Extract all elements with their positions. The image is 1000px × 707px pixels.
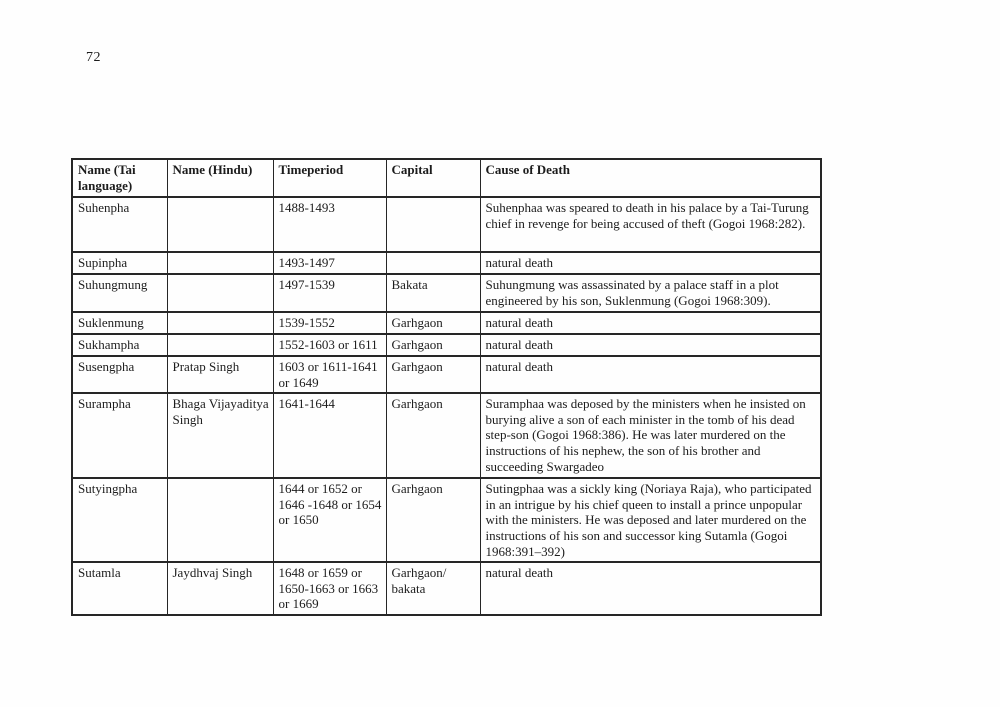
cell-name-tai: Suhungmung	[72, 274, 167, 312]
cell-name-tai: Sutyingpha	[72, 478, 167, 562]
header-cause-of-death: Cause of Death	[480, 159, 821, 197]
cell-cause-of-death: Suhenphaa was speared to death in his palace by a Tai-Turung chief in revenge for being accused of theft (Gogoi 1968:282).	[480, 197, 821, 252]
header-capital: Capital	[386, 159, 480, 197]
table-row	[72, 334, 821, 356]
table-row	[72, 312, 821, 334]
cell-capital: Garhgaon	[386, 356, 480, 393]
cell-capital: Garhgaon/ bakata	[386, 562, 480, 615]
cell-name-tai: Surampha	[72, 393, 167, 478]
cell-timeperiod: 1644 or 1652 or 1646 -1648 or 1654 or 1650	[273, 478, 386, 562]
table-row	[72, 356, 821, 393]
cell-cause-of-death: natural death	[480, 334, 821, 356]
cell-capital: Garhgaon	[386, 478, 480, 562]
cell-timeperiod: 1552-1603 or 1611	[273, 334, 386, 356]
cell-cause-of-death: Suramphaa was deposed by the ministers when he insisted on burying alive a son of each minister in the tomb of his dead step-son (Gogoi 1968:386). He was later murdered on the instructions of his nephew, the son of his brother and succeeding Swargadeo	[480, 393, 821, 478]
cell-timeperiod: 1603 or 1611-1641 or 1649	[273, 356, 386, 393]
cell-name-tai: Suhenpha	[72, 197, 167, 252]
table-row	[72, 252, 821, 274]
cell-timeperiod: 1493-1497	[273, 252, 386, 274]
cell-timeperiod: 1488-1493	[273, 197, 386, 252]
cell-cause-of-death: natural death	[480, 252, 821, 274]
cell-timeperiod: 1641-1644	[273, 393, 386, 478]
table-row	[72, 478, 821, 562]
table-row	[72, 562, 821, 615]
table-header-row	[72, 159, 821, 197]
cell-capital: Bakata	[386, 274, 480, 312]
cell-timeperiod: 1648 or 1659 or 1650-1663 or 1663 or 1669	[273, 562, 386, 615]
cell-name-hindu	[167, 334, 273, 356]
cell-cause-of-death: Sutingphaa was a sickly king (Noriaya Raja), who participated in an intrigue by his chief queen to install a prince unpopular with the ministers. He was deposed and later murdered on the instructions of his son and successor king Sutamla (Gogoi 1968:391–392)	[480, 478, 821, 562]
table-row	[72, 393, 821, 478]
page-number: 72	[86, 50, 101, 65]
header-timeperiod: Timeperiod	[273, 159, 386, 197]
cell-capital	[386, 252, 480, 274]
header-name-tai: Name (Tai language)	[72, 159, 167, 197]
cell-name-hindu	[167, 478, 273, 562]
cell-cause-of-death: natural death	[480, 356, 821, 393]
cell-capital: Garhgaon	[386, 312, 480, 334]
cell-capital	[386, 197, 480, 252]
cell-name-hindu	[167, 252, 273, 274]
cell-name-hindu: Jaydhvaj Singh	[167, 562, 273, 615]
cell-name-tai: Sutamla	[72, 562, 167, 615]
cell-name-tai: Sukhampha	[72, 334, 167, 356]
cell-cause-of-death: natural death	[480, 312, 821, 334]
cell-name-hindu: Pratap Singh	[167, 356, 273, 393]
cell-name-tai: Susengpha	[72, 356, 167, 393]
cell-name-hindu	[167, 274, 273, 312]
cell-cause-of-death: natural death	[480, 562, 821, 615]
cell-name-hindu	[167, 197, 273, 252]
ahom-kings-table	[71, 158, 822, 616]
cell-capital: Garhgaon	[386, 393, 480, 478]
table-row	[72, 274, 821, 312]
cell-cause-of-death: Suhungmung was assassinated by a palace staff in a plot engineered by his son, Suklenmung (Gogoi 1968:309).	[480, 274, 821, 312]
header-name-hindu: Name (Hindu)	[167, 159, 273, 197]
table-row	[72, 197, 821, 252]
cell-timeperiod: 1497-1539	[273, 274, 386, 312]
cell-name-tai: Suklenmung	[72, 312, 167, 334]
cell-name-hindu: Bhaga Vijayaditya Singh	[167, 393, 273, 478]
cell-name-hindu	[167, 312, 273, 334]
cell-timeperiod: 1539-1552	[273, 312, 386, 334]
cell-name-tai: Supinpha	[72, 252, 167, 274]
cell-capital: Garhgaon	[386, 334, 480, 356]
